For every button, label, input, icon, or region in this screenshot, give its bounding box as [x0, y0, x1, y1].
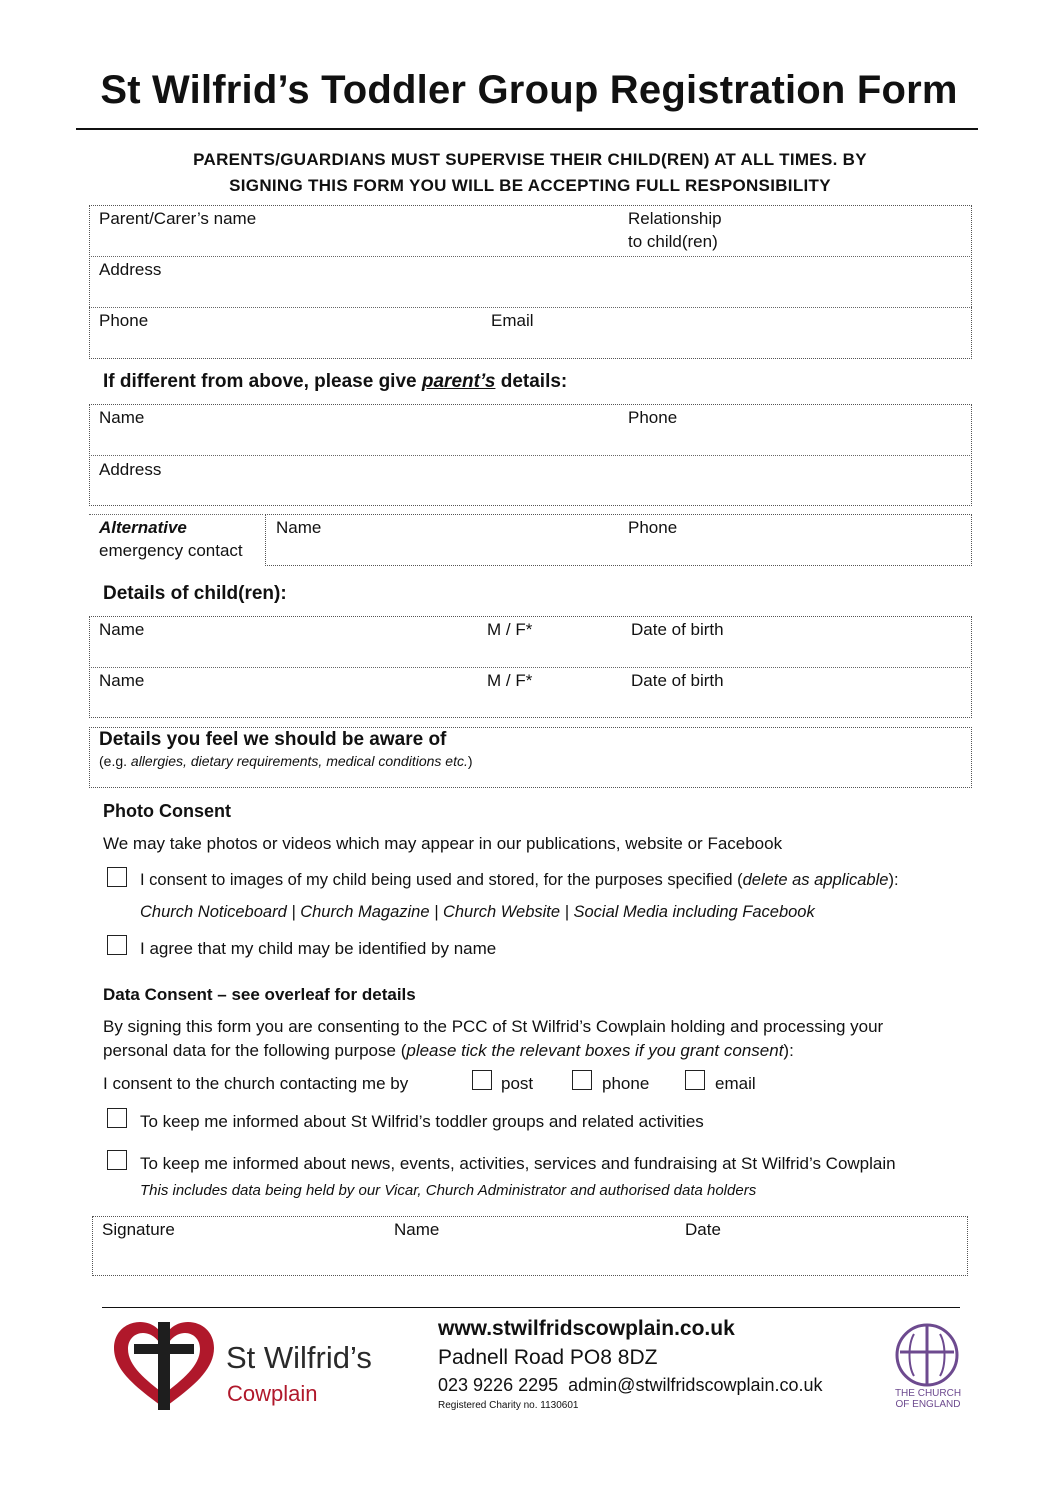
parent-details-heading [103, 371, 567, 393]
signature-box [92, 1216, 968, 1276]
child-dob-field[interactable]: Date of birth [631, 620, 724, 639]
note-text: (e.g. [99, 753, 131, 769]
footer-divider [102, 1307, 960, 1308]
toddler-groups-checkbox[interactable] [107, 1108, 127, 1128]
contact-method-label: I consent to the church contacting me by [103, 1074, 409, 1093]
church-of-england-logo [894, 1322, 960, 1388]
child-name-field[interactable]: Name [99, 620, 145, 639]
data-consent-heading: Data Consent – see overleaf for details [103, 985, 416, 1004]
signature-name-field[interactable]: Name [394, 1220, 440, 1239]
news-events-label: To keep me informed about news, events, activities, services and fundraising at St Wilfrid’s Cowplain [140, 1154, 896, 1173]
photo-usage-options[interactable]: Church Noticeboard | Church Magazine | Church Website | Social Media including Facebook [140, 903, 815, 921]
photo-name-label: I agree that my child may be identified by name [140, 939, 497, 958]
relationship-label-line-1: Relationship [628, 209, 722, 228]
footer-address: Padnell Road PO8 8DZ [438, 1346, 658, 1369]
parent-row-divider [89, 455, 972, 456]
data-consent-line-1: By signing this form you are consenting to the PCC of St Wilfrid’s Cowplain holding and processing your [103, 1017, 884, 1036]
note-text-italic: allergies, dietary requirements, medical conditions etc. [130, 753, 468, 769]
children-row-divider [89, 667, 972, 668]
carer-name-field[interactable]: Parent/Carer’s name [99, 209, 257, 228]
supervision-warning [80, 147, 980, 199]
cross-horizontal [134, 1344, 194, 1354]
emergency-name-field[interactable]: Name [276, 518, 322, 537]
heading-text: details: [495, 371, 568, 392]
photo-consent-heading: Photo Consent [103, 801, 231, 821]
photo-name-checkbox[interactable] [107, 935, 127, 955]
carer-row-divider [89, 256, 972, 257]
page-title: St Wilfrid’s Toddler Group Registration Form [100, 68, 958, 112]
parent-address-field[interactable]: Address [99, 460, 162, 479]
children-heading: Details of child(ren): [103, 583, 287, 604]
contact-email-label: email [715, 1074, 756, 1093]
data-consent-line-2 [103, 1041, 794, 1061]
label-text: I consent to images of my child being used and stored, for the purposes specified ( [140, 871, 743, 889]
line-text: personal data for the following purpose ( [103, 1041, 407, 1060]
church-of-england-text [880, 1388, 976, 1410]
news-events-note: This includes data being held by our Vicar, Church Administrator and authorised data holders [140, 1182, 757, 1199]
carer-address-field[interactable]: Address [99, 260, 162, 279]
parent-name-field[interactable]: Name [99, 408, 145, 427]
label-text-italic: delete as applicable [742, 871, 889, 889]
title-divider [76, 128, 978, 130]
st-wilfrids-heart-cross-logo [110, 1320, 218, 1412]
parent-phone-field[interactable]: Phone [628, 408, 678, 427]
contact-post-label: post [501, 1074, 534, 1093]
line-text: ): [783, 1041, 794, 1060]
heading-text: If different from above, please give [103, 371, 422, 392]
child-name-field[interactable]: Name [99, 671, 145, 690]
logo-subtitle: Cowplain [227, 1381, 318, 1406]
carer-row-divider [89, 307, 972, 308]
emergency-top-rule [89, 514, 263, 515]
emergency-label-line-1: Alternative [99, 518, 187, 537]
photo-consent-intro: We may take photos or videos which may appear in our publications, website or Facebook [103, 834, 783, 853]
carer-email-field[interactable]: Email [491, 311, 534, 330]
child-sex-field[interactable]: M / F* [487, 620, 533, 639]
emergency-phone-field[interactable]: Phone [628, 518, 678, 537]
emergency-contact-box [265, 514, 972, 566]
relationship-field[interactable] [628, 207, 722, 253]
emergency-label-line-2: emergency contact [99, 541, 243, 560]
cross-vertical [158, 1322, 170, 1410]
logo-name: St Wilfrid’s [226, 1340, 372, 1375]
footer-phone: 023 9226 2295 [438, 1375, 559, 1395]
label-text: ): [888, 871, 899, 889]
footer-website-link[interactable]: www.stwilfridscowplain.co.uk [438, 1317, 735, 1340]
news-events-checkbox[interactable] [107, 1150, 127, 1170]
contact-phone-checkbox[interactable] [572, 1070, 592, 1090]
line-text-italic: please tick the relevant boxes if you grant consent [406, 1041, 784, 1060]
emergency-contact-label [99, 516, 243, 562]
warning-line-1: PARENTS/GUARDIANS MUST SUPERVISE THEIR CHILD(REN) AT ALL TIMES. BY [193, 150, 867, 169]
coe-line-2: OF ENGLAND [895, 1399, 961, 1410]
heading-emphasis: parent’s [421, 371, 496, 392]
note-text: ) [467, 753, 473, 769]
charity-number: Registered Charity no. 1130601 [438, 1400, 579, 1411]
carer-phone-field[interactable]: Phone [99, 311, 149, 330]
relationship-label-line-2: to child(ren) [628, 232, 718, 251]
toddler-groups-label: To keep me informed about St Wilfrid’s toddler groups and related activities [140, 1112, 704, 1131]
photo-images-checkbox[interactable] [107, 867, 127, 887]
signature-field[interactable]: Signature [102, 1220, 175, 1239]
contact-phone-label: phone [602, 1074, 650, 1093]
child-dob-field[interactable]: Date of birth [631, 671, 724, 690]
contact-post-checkbox[interactable] [472, 1070, 492, 1090]
child-sex-field[interactable]: M / F* [487, 671, 533, 690]
photo-images-label [140, 871, 899, 890]
warning-line-2: SIGNING THIS FORM YOU WILL BE ACCEPTING FULL RESPONSIBILITY [229, 176, 831, 195]
signature-date-field[interactable]: Date [685, 1220, 721, 1239]
contact-email-checkbox[interactable] [685, 1070, 705, 1090]
footer-contact [438, 1375, 823, 1396]
aware-heading: Details you feel we should be aware of [99, 729, 447, 750]
coe-line-1: THE CHURCH [894, 1388, 962, 1399]
footer-email-link[interactable]: admin@stwilfridscowplain.co.uk [568, 1375, 823, 1395]
aware-note [99, 753, 473, 769]
